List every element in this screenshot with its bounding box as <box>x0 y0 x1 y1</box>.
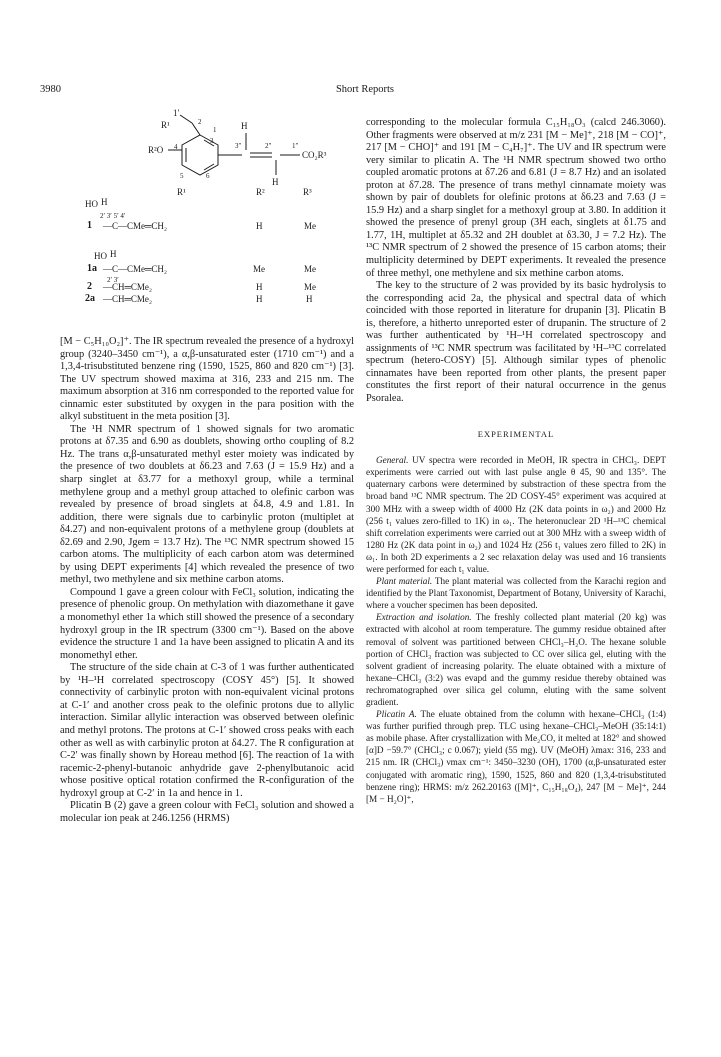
col-header-r2: R² <box>256 187 265 197</box>
left-paragraph-4: The structure of the side chain at C-3 of 1 was further authenticated by ¹H–¹H correlated spectroscopy (COSY 45°) [5]. It showed connectivity of carbinylic proton with non-equivalent vicinal protons at C-1′ and another cross peak to the olefinic protons due to allylic interaction. Similar allylic interaction was observed between olefinic and methyl protons. The protons at C-1′ showed cross peaks with each other as well as with carbinylic proton at δ4.27. The R configuration at C-2′ was finally shown by Horeau method [6]. The reaction of 1a with racemic-2-phenyl-butanoic anhydride gave 2-phenylbutanoic acid whose positive optical rotation confirmed the R-configuration of the hydroxyl group at C-2′ in 1a and hence in 1. <box>60 662 354 799</box>
row1-r2: H <box>256 221 263 231</box>
row1-h: H <box>101 197 108 207</box>
label-h-bottom: H <box>272 177 279 187</box>
plant-text: The plant material was collected from the Karachi region and identified by the Plant Taxonomist, Department of Botany, University of Karachi, where a voucher specimen has been deposited. <box>366 576 666 611</box>
row1a-r2: Me <box>253 264 265 274</box>
experimental-plicatin-a <box>366 708 666 805</box>
plicatin-label: Plicatin A. <box>376 709 417 720</box>
page-number: 3980 <box>40 84 61 95</box>
row1-locants: 2′ 3′ 5′ 4′ <box>100 212 126 220</box>
label-r2o: R²O <box>148 145 164 155</box>
label-1: 1 <box>213 126 217 134</box>
substituent-table-row2 <box>60 276 350 322</box>
right-paragraph-1: corresponding to the molecular formula C₁₅H₁₈O₃ (calcd 246.3060). Other fragments were observed at m/z 231 [M − Me]⁺, 218 [M − CO]⁺, 217 [M − CHO]⁺ and 191 [M − C₄H₇]⁺. The UV and IR spectrum were very similar to plicatin A. The ¹H NMR spectrum showed two ortho coupled aromatic protons at δ7.26 and 6.81 (J = 8.7 Hz) and an isolated proton at δ7.28. The presence of trans methyl cinnamate moiety was shown by pair of doublets for olefinic protons at δ6.23 and 7.63 (J = 15.9 Hz) and a sharp singlet for a methoxyl group at 3.80. In addition it showed the presence of prenyl group (3H each, singlets at δ1.75 and 1.77, 1H, multiplet at δ5.32 and 2H doublet at δ3.30, J = 7.2 Hz). The ¹³C NMR spectrum of 2 showed the presence of 15 carbon atoms; their multiplicity determined by DEPT experiments. It revealed the presence of three methyl, one methylene and six methine carbon atoms. <box>366 117 666 279</box>
page-header <box>40 84 690 98</box>
experimental-plant <box>366 575 666 611</box>
left-paragraph-5: Plicatin B (2) gave a green colour with FeCl₃ solution and showed a molecular ion peak at 246.1256 (HRMS) <box>60 800 354 824</box>
label-4: 4 <box>174 143 178 151</box>
label-co2r3: CO₂R³ <box>302 150 327 160</box>
left-paragraph-3: Compound 1 gave a green colour with FeCl₃ solution, indicating the presence of phenolic group. On methylation with diazomethane it gave a monomethyl ether 1a which still showed the presence of a secondary hydroxyl group in the IR spectrum (3300 cm⁻¹). Based on the above evidence the structure 1 and 1a have been assigned to plicatin A and its monomethyl ether. <box>60 586 354 661</box>
row1-chain: —C—CMe═CH₂ <box>103 221 168 231</box>
row1-ho: HO <box>85 199 98 209</box>
label-r1-top: R¹ <box>161 120 170 130</box>
substituent-table-row1a <box>60 245 350 285</box>
left-column <box>60 336 354 825</box>
row1-r3: Me <box>304 221 316 231</box>
row2-r2: H <box>256 282 263 292</box>
label-6: 6 <box>206 172 210 180</box>
running-head: Short Reports <box>335 84 395 95</box>
label-2: 2 <box>198 118 202 126</box>
right-paragraph-2: The key to the structure of 2 was provided by its basic hydrolysis to the corresponding acid 2a, the physical and spectral data of which coincided with those reported in literature for drupanin [3]. Plicatin B is, therefore, a hitherto unreported ester of drupanin. The structure of 2 was further authenticated by ¹H–¹H correlated spectroscopy and assignments of ¹³C NMR spectrum was facilitated by ¹H–¹³C correlated spectrum (hetero-COSY) [5]. Although similar types of phenolic cinnamates have been reported from other plants, the present paper constitutes the first report of their natural occurrence in the genus Psoralea. <box>366 280 666 405</box>
row2a-id: 2a <box>85 293 95 304</box>
row2-locants: 2′ 3′ <box>107 276 119 284</box>
label-1pp: 1″ <box>292 142 299 150</box>
general-text: UV spectra were recorded in MeOH, IR spectra in CHCl₃. DEPT experiments were carried out with last pulse angle θ 45, 90 and 135°. The quaternary carbons were determined by substraction of these spectra from the broad band ¹³C NMR spectrum. The 2D COSY-45° experiment was acquired at 300 MHz with a sweep width of 4000 Hz (2K data points in ω₂) and 2000 Hz (256 t₁ values zero-filled to 1K) in ω₁. The heteronuclear 2D ¹H–¹³C chemical shift correlation experiments were carried out at 300 MHz with a sweep width of 1280 Hz (2K data point in ω₂) and 1024 Hz (256 t₁ values zero filled to 2K) in ω₁. In both 2D experiments a 2 sec relaxation delay was used and 16 transients were performed for each t₁ value. <box>366 455 666 574</box>
label-2pp: 2″ <box>265 142 272 150</box>
row2a-chain: —CH═CMe₂ <box>103 294 153 304</box>
row1a-id: 1a <box>87 263 97 274</box>
row1a-r3: Me <box>304 264 316 274</box>
plicatin-text: The eluate obtained from the column with hexane–CHCl₃ (1:4) was further purified through prep. TLC using hexane–CHCl₃–MeOH (35:14:1) as mobile phase. After crystallization with Me₂CO, it melted at 182° and showed [α]D −59.7° (CHCl₃; c 0.067); yield (55 mg). UV (MeOH) λmax: 316, 233 and 215 nm. IR (CHCl₃) νmax cm⁻¹: 3450–3230 (OH), 1700 (α,β-unsaturated ester conjugated with aromatic ring), 1590, 1525, 860 and 820 (1,3,4-trisubstituted benzene ring); HRMS: m/z 262.20163 ([M]⁺, C₁₅H₁₈O₄), 247 [M − Me]⁺, 244 [M − H₂O]⁺, <box>366 709 666 804</box>
label-5: 5 <box>180 172 184 180</box>
row1a-chain: —C—CMe═CH₂ <box>103 264 168 274</box>
general-label: General. <box>376 455 409 466</box>
left-paragraph-2: The ¹H NMR spectrum of 1 showed signals for two aromatic protons at δ7.35 and 6.90 as doublets, showing ortho coupling of 8.2 Hz. The trans α,β-unsaturated methyl ester moiety was indicated by the presence of two doublets at δ6.23 and 7.63 (J = 15.9 Hz) and a sharp singlet at δ3.77 for a methoxyl group, while a terminal methylene group and a methyl group attached to olefinic carbon was revealed by presence of broad singlets at δ4.8, 4.9 and 1.81. In addition, there were signals due to carbinylic proton (multiplet at δ4.27) and non-equivalent protons of a methylene group (doublets at δ2.69 and 2.90, Jgem = 13.7 Hz). The ¹³C NMR spectrum showed 15 carbon atoms. The multiplicity of each carbon atom was determined by using DEPT experiments [4] which revealed the presence of two methyl, two methylene and six methine carbon atoms. <box>60 423 354 586</box>
extraction-label: Extraction and isolation. <box>376 612 472 623</box>
row2a-r3: H <box>306 294 313 304</box>
extraction-text: The freshly collected plant material (20 kg) was extracted with alcohol at room temperature. The gummy residue obtained after removal of solvent was partitioned between CHCl₃–H₂O. The hexane soluble portion of CHCl₃ fraction was subjected to CC over silica gel, eluting with the solvent gradient of increasing polarity. The eluate obtained with a mixture of hexane–CHCl₃ (3:2) was evapd and the gummy residue thereby obtained was rechromatographed over silica gel column, eluting with the same solvent gradient. <box>366 612 666 707</box>
row1a-ho: HO <box>94 251 107 261</box>
left-paragraph-1: [M − C₅H₁₀O₂]⁺. The IR spectrum revealed the presence of a hydroxyl group (3240–3450 cm⁻¹), a α,β-unsaturated ester (1710 cm⁻¹) and a 1,3,4-trisubstituted benzene ring (1590, 1525, 860 and 820 cm⁻¹) [3]. The UV spectrum showed maxima at 316, 233 and 215 nm. The maximum absorption at 316 nm corresponded to the reported value for cinnamic ester substituted by oxygen in the para position with the alkyl substituent in the meta position [3]. <box>60 336 354 423</box>
label-3: 3 <box>210 137 214 145</box>
label-3pp: 3″ <box>235 142 242 150</box>
section-title-experimental: EXPERIMENTAL <box>477 428 555 439</box>
col-header-r3: R³ <box>303 187 312 197</box>
row2a-r2: H <box>256 294 263 304</box>
label-1prime: 1′ <box>173 108 180 118</box>
row1a-h: H <box>110 249 117 259</box>
row2-chain: —CH═CMe₂ <box>103 282 153 292</box>
row2-id: 2 <box>87 281 92 292</box>
experimental-extraction <box>366 611 666 708</box>
row1-id: 1 <box>87 220 92 231</box>
row2-r3: Me <box>304 282 316 292</box>
col-header-r1: R¹ <box>177 187 186 197</box>
plant-label: Plant material. <box>376 576 433 587</box>
label-h-top: H <box>241 121 248 131</box>
right-column <box>366 117 666 805</box>
experimental-general <box>366 454 666 575</box>
